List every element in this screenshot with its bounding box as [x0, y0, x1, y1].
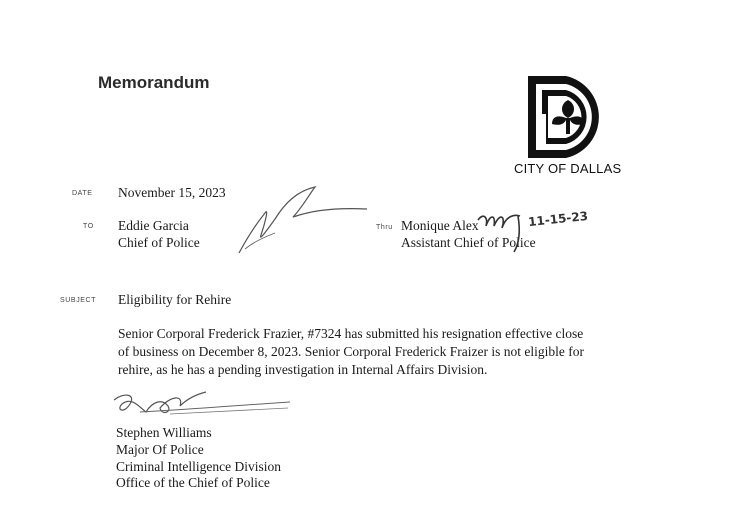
city-of-dallas-logo-icon [526, 74, 616, 160]
memo-body [118, 325, 618, 379]
to-name: Eddie Garcia [118, 218, 189, 233]
thru-label: Thru [376, 224, 393, 231]
date-value: November 15, 2023 [118, 185, 226, 200]
to-title: Chief of Police [118, 235, 200, 250]
thru-title: Assistant Chief of Police [401, 235, 536, 250]
sender-name: Stephen Williams [116, 425, 212, 440]
sender-division: Criminal Intelligence Division [116, 459, 281, 474]
chief-signature-icon [235, 183, 375, 258]
sender-office: Office of the Chief of Police [116, 475, 270, 490]
city-name: CITY OF DALLAS [514, 161, 622, 176]
sender-title: Major Of Police [116, 442, 204, 457]
to-label: TO [83, 223, 94, 230]
subject-label: SUBJECT [60, 297, 97, 304]
body-line-2: of business on December 8, 2023. Senior Corporal Frederick Fraizer is not eligible for [118, 344, 585, 359]
memo-heading: Memorandum [98, 73, 210, 92]
subject-value: Eligibility for Rehire [118, 292, 232, 307]
thru-handwritten-date: 11-15-23 [527, 208, 589, 230]
thru-initials-icon [476, 208, 526, 254]
body-line-1: Senior Corporal Frederick Frazier, #7324 has submitted his resignation effective close [118, 326, 584, 341]
thru-name: Monique Alex [401, 218, 479, 233]
date-label: DATE [72, 190, 93, 197]
sender-signature-icon [110, 384, 295, 424]
body-line-3: rehire, as he has a pending investigation in Internal Affairs Division. [118, 362, 488, 377]
